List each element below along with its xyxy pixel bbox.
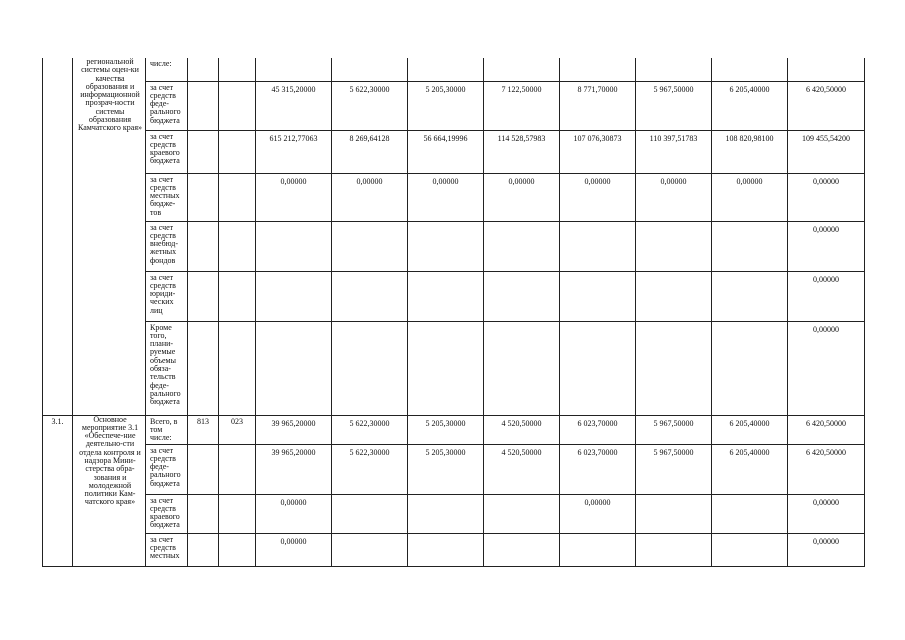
amount-cell: 0,00000 xyxy=(560,494,636,533)
amount-cell: 45 315,20000 xyxy=(256,81,332,130)
table-row xyxy=(43,173,865,221)
row-index-cell xyxy=(43,58,73,415)
funding-source-cell: за счет средств краевого бюджета xyxy=(146,494,188,533)
amount-cell xyxy=(712,321,788,415)
funding-source-cell: за счет средств местных xyxy=(146,533,188,566)
gp-code-cell xyxy=(188,173,219,221)
amount-cell: 0,00000 xyxy=(788,494,865,533)
amount-cell xyxy=(484,271,560,321)
amount-cell xyxy=(256,221,332,271)
amount-cell: 6 420,50000 xyxy=(788,415,865,444)
gp-code-cell xyxy=(188,321,219,415)
amount-cell xyxy=(408,58,484,81)
amount-cell: 0,00000 xyxy=(256,533,332,566)
amount-cell xyxy=(484,321,560,415)
sub-code-cell xyxy=(219,321,256,415)
amount-cell xyxy=(256,321,332,415)
table-row xyxy=(43,494,865,533)
amount-cell xyxy=(408,494,484,533)
sub-code-cell xyxy=(219,58,256,81)
amount-cell: 6 023,70000 xyxy=(560,415,636,444)
amount-cell xyxy=(332,321,408,415)
amount-cell: 5 622,30000 xyxy=(332,444,408,494)
amount-cell: 6 205,40000 xyxy=(712,81,788,130)
amount-cell: 0,00000 xyxy=(332,173,408,221)
amount-cell: 5 622,30000 xyxy=(332,81,408,130)
amount-cell: 107 076,30873 xyxy=(560,130,636,173)
amount-cell xyxy=(560,533,636,566)
amount-cell xyxy=(332,58,408,81)
funding-source-cell: за счет средств феде-рального бюджета xyxy=(146,81,188,130)
sub-code-cell xyxy=(219,130,256,173)
amount-cell: 0,00000 xyxy=(788,321,865,415)
sub-code-cell xyxy=(219,173,256,221)
amount-cell xyxy=(408,221,484,271)
gp-code-cell xyxy=(188,81,219,130)
amount-cell: 0,00000 xyxy=(256,173,332,221)
amount-cell: 4 520,50000 xyxy=(484,415,560,444)
amount-cell: 110 397,51783 xyxy=(636,130,712,173)
amount-cell xyxy=(636,533,712,566)
amount-cell: 0,00000 xyxy=(484,173,560,221)
amount-cell xyxy=(256,58,332,81)
amount-cell: 0,00000 xyxy=(256,494,332,533)
table-row xyxy=(43,81,865,130)
amount-cell: 39 965,20000 xyxy=(256,444,332,494)
amount-cell xyxy=(332,494,408,533)
amount-cell: 0,00000 xyxy=(712,173,788,221)
gp-code-cell xyxy=(188,130,219,173)
amount-cell xyxy=(332,533,408,566)
gp-code-cell xyxy=(188,533,219,566)
amount-cell xyxy=(408,533,484,566)
funding-source-cell: Кроме того, плани-руемые объемы обяза-тельств феде-рального бюджета xyxy=(146,321,188,415)
amount-cell: 0,00000 xyxy=(788,221,865,271)
sub-code-cell xyxy=(219,81,256,130)
amount-cell xyxy=(636,271,712,321)
amount-cell: 5 967,50000 xyxy=(636,415,712,444)
amount-cell: 6 205,40000 xyxy=(712,415,788,444)
amount-cell: 6 420,50000 xyxy=(788,81,865,130)
table-row xyxy=(43,321,865,415)
amount-cell xyxy=(484,533,560,566)
amount-cell: 5 967,50000 xyxy=(636,444,712,494)
amount-cell xyxy=(484,58,560,81)
amount-cell xyxy=(332,271,408,321)
amount-cell: 6 205,40000 xyxy=(712,444,788,494)
amount-cell xyxy=(788,58,865,81)
funding-source-cell: за счет средств краевого бюджета xyxy=(146,130,188,173)
amount-cell xyxy=(636,221,712,271)
activity-name-cell: Основное мероприятие 3.1 «Обеспече-ние деятельно-сти отдела контроля и надзора Мини-стерства обра-зования и молодежной политики Кам-чатского края» xyxy=(73,415,146,566)
amount-cell: 615 212,77063 xyxy=(256,130,332,173)
amount-cell xyxy=(332,221,408,271)
amount-cell: 5 967,50000 xyxy=(636,81,712,130)
sub-code-cell xyxy=(219,271,256,321)
amount-cell: 5 205,30000 xyxy=(408,81,484,130)
amount-cell: 0,00000 xyxy=(788,173,865,221)
amount-cell xyxy=(484,494,560,533)
amount-cell xyxy=(636,58,712,81)
gp-code-cell xyxy=(188,494,219,533)
amount-cell xyxy=(408,271,484,321)
sub-code-cell xyxy=(219,221,256,271)
amount-cell xyxy=(712,494,788,533)
sub-code-cell xyxy=(219,444,256,494)
amount-cell: 4 520,50000 xyxy=(484,444,560,494)
sub-code-cell xyxy=(219,533,256,566)
funding-source-cell: за счет средств местных бюдже-тов xyxy=(146,173,188,221)
budget-table xyxy=(42,58,865,567)
gp-code-cell xyxy=(188,58,219,81)
row-index-cell: 3.1. xyxy=(43,415,73,566)
amount-cell: 0,00000 xyxy=(788,271,865,321)
amount-cell: 0,00000 xyxy=(636,173,712,221)
amount-cell xyxy=(712,533,788,566)
funding-source-cell: числе: xyxy=(146,58,188,81)
amount-cell: 8 269,64128 xyxy=(332,130,408,173)
amount-cell: 6 420,50000 xyxy=(788,444,865,494)
amount-cell xyxy=(560,321,636,415)
funding-source-cell: Всего, в том числе: xyxy=(146,415,188,444)
table-row xyxy=(43,444,865,494)
amount-cell: 0,00000 xyxy=(408,173,484,221)
amount-cell: 5 622,30000 xyxy=(332,415,408,444)
amount-cell: 109 455,54200 xyxy=(788,130,865,173)
sub-code-cell: 023 xyxy=(219,415,256,444)
gp-code-cell: 813 xyxy=(188,415,219,444)
amount-cell: 5 205,30000 xyxy=(408,415,484,444)
amount-cell xyxy=(560,271,636,321)
amount-cell: 114 528,57983 xyxy=(484,130,560,173)
amount-cell: 6 023,70000 xyxy=(560,444,636,494)
table-row xyxy=(43,271,865,321)
amount-cell xyxy=(484,221,560,271)
amount-cell xyxy=(636,494,712,533)
amount-cell xyxy=(712,221,788,271)
amount-cell: 56 664,19996 xyxy=(408,130,484,173)
amount-cell: 7 122,50000 xyxy=(484,81,560,130)
gp-code-cell xyxy=(188,271,219,321)
table-row xyxy=(43,58,865,81)
amount-cell: 5 205,30000 xyxy=(408,444,484,494)
activity-name-cell: региональной системы оцен-ки качества образования и информационной прозрач-ности системы образования Камчатского края» xyxy=(73,58,146,415)
sub-code-cell xyxy=(219,494,256,533)
table-row xyxy=(43,533,865,566)
funding-source-cell: за счет средств юриди-ческих лиц xyxy=(146,271,188,321)
table-row xyxy=(43,415,865,444)
amount-cell: 108 820,98100 xyxy=(712,130,788,173)
amount-cell xyxy=(408,321,484,415)
amount-cell xyxy=(712,271,788,321)
funding-source-cell: за счет средств феде-рального бюджета xyxy=(146,444,188,494)
funding-source-cell: за счет средств внебюд-жетных фондов xyxy=(146,221,188,271)
amount-cell xyxy=(256,271,332,321)
amount-cell xyxy=(636,321,712,415)
table-row xyxy=(43,221,865,271)
amount-cell: 0,00000 xyxy=(788,533,865,566)
amount-cell: 0,00000 xyxy=(560,173,636,221)
amount-cell xyxy=(712,58,788,81)
amount-cell: 8 771,70000 xyxy=(560,81,636,130)
amount-cell: 39 965,20000 xyxy=(256,415,332,444)
amount-cell xyxy=(560,58,636,81)
gp-code-cell xyxy=(188,221,219,271)
amount-cell xyxy=(560,221,636,271)
table-row xyxy=(43,130,865,173)
gp-code-cell xyxy=(188,444,219,494)
